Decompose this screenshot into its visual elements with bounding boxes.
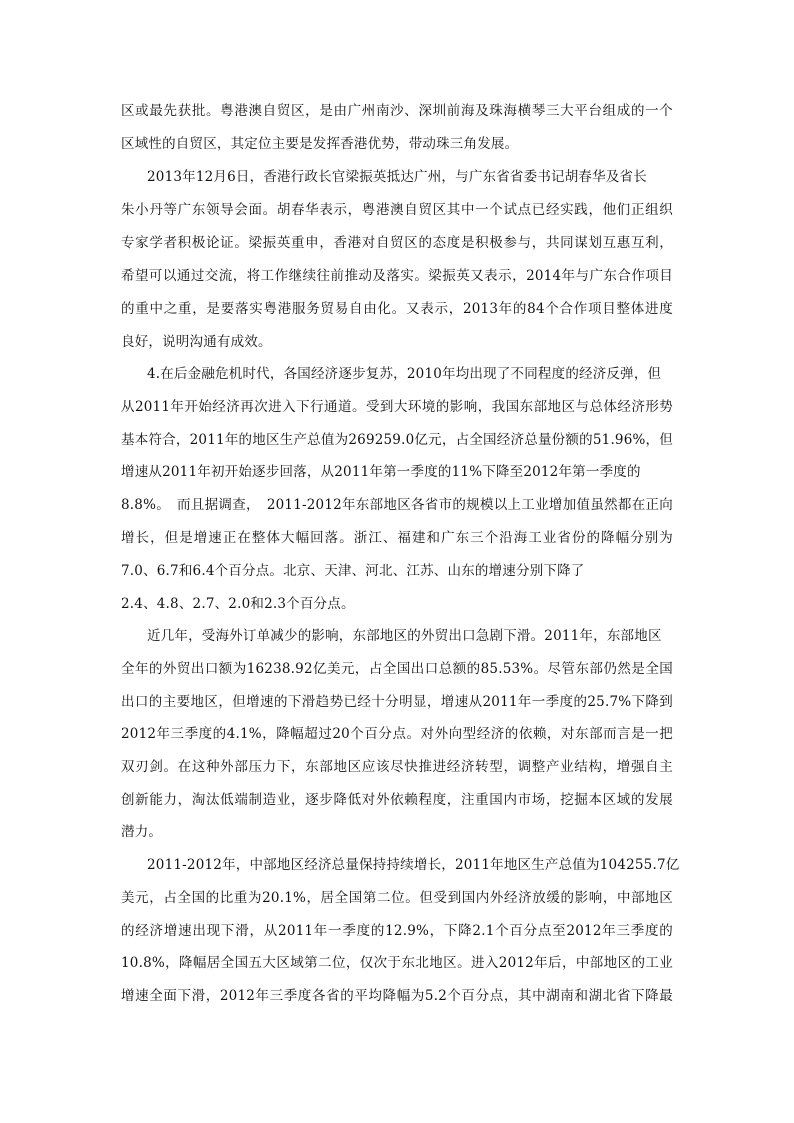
paragraph-2-line-5: 的重中之重，是要落实粤港服务贸易自由化。又表示，2013年的84个合作项目整体进度 <box>121 301 673 317</box>
paragraph-3-line-6: 增长，但是增速正在整体大幅回落。浙江、福建和广东三个沿海工业省份的降幅分别为 <box>121 530 673 546</box>
paragraph-2-line-6: 良好，说明沟通有成效。 <box>121 334 272 350</box>
paragraph-5-line-2: 美元，占全国的比重为20.1%，居全国第二位。但受到国内外经济放缓的影响，中部地区 <box>121 890 673 906</box>
paragraph-1-line-2: 区域性的自贸区，其定位主要是发挥香港优势，带动珠三角发展。 <box>121 136 519 152</box>
paragraph-4-line-5: 双刃剑。在这种外部压力下，东部地区应该尽快推进经济转型，调整产业结构，增强自主 <box>121 759 673 775</box>
paragraph-4-line-6: 创新能力，淘汰低端制造业，逐步降低对外依赖程度，注重国内市场，挖掘本区域的发展 <box>121 792 673 808</box>
paragraph-3-line-4: 增速从2011年初开始逐步回落，从2011年第一季度的11%下降至2012年第一季度的 <box>121 464 641 480</box>
paragraph-3-line-1: 4.在后金融危机时代，各国经济逐步复苏，2010年均出现了不同程度的经济反弹，但 <box>147 366 662 382</box>
paragraph-3-line-5: 8.8%。 而且据调查， 2011-2012年东部地区各省市的规模以上工业增加值虽然都在正向 <box>121 497 673 513</box>
paragraph-5-line-1: 2011-2012年，中部地区经济总量保持持续增长，2011年地区生产总值为104255.7亿 <box>147 857 680 873</box>
paragraph-4-line-4: 2012年三季度的4.1%，降幅超过20个百分点。对外向型经济的依赖，对东部而言是一把 <box>121 726 673 742</box>
paragraph-2-line-2: 朱小丹等广东领导会面。胡春华表示，粤港澳自贸区其中一个试点已经实践，他们正组织 <box>121 202 673 218</box>
paragraph-1-line-1: 区或最先获批。粤港澳自贸区，是由广州南沙、深圳前海及珠海横琴三大平台组成的一个 <box>121 103 673 119</box>
paragraph-2-line-1: 2013年12月6日，香港行政长官梁振英抵达广州，与广东省省委书记胡春华及省长 <box>147 169 647 185</box>
paragraph-5-line-5: 增速全面下滑，2012年三季度各省的平均降幅为5.2个百分点，其中湖南和湖北省下降最 <box>121 988 673 1004</box>
paragraph-2-line-3: 专家学者积极论证。梁振英重申，香港对自贸区的态度是积极参与，共同谋划互惠互利， <box>121 235 673 251</box>
paragraph-3-line-7: 7.0、6.7和6.4个百分点。北京、天津、河北、江苏、山东的增速分别下降了 <box>121 563 585 579</box>
paragraph-3-line-8: 2.4、4.8、2.7、2.0和2.3个百分点。 <box>121 596 355 612</box>
paragraph-3-line-3: 基本符合，2011年的地区生产总值为269259.0亿元，占全国经济总量份额的51.96%，但 <box>121 432 673 448</box>
paragraph-4-line-3: 出口的主要地区，但增速的下滑趋势已经十分明显，增速从2011年一季度的25.7%下降到 <box>121 694 673 710</box>
paragraph-2-line-4: 希望可以通过交流，将工作继续往前推动及落实。梁振英又表示，2014年与广东合作项目 <box>121 268 673 284</box>
paragraph-3-line-2: 从2011年开始经济再次进入下行通道。受到大环境的影响，我国东部地区与总体经济形势 <box>121 399 673 415</box>
paragraph-4-line-2: 全年的外贸出口额为16238.92亿美元，占全国出口总额的85.53%。尽管东部仍然是全国 <box>121 661 673 677</box>
paragraph-4-line-1: 近几年，受海外订单减少的影响，东部地区的外贸出口急剧下滑。2011年，东部地区 <box>147 628 662 644</box>
paragraph-4-line-7: 潜力。 <box>121 824 163 840</box>
paragraph-5-line-4: 10.8%，降幅居全国五大区域第二位，仅次于东北地区。进入2012年后，中部地区的工业 <box>121 955 673 971</box>
paragraph-5-line-3: 的经济增速出现下滑，从2011年一季度的12.9%，下降2.1个百分点至2012年三季度的 <box>121 923 673 939</box>
